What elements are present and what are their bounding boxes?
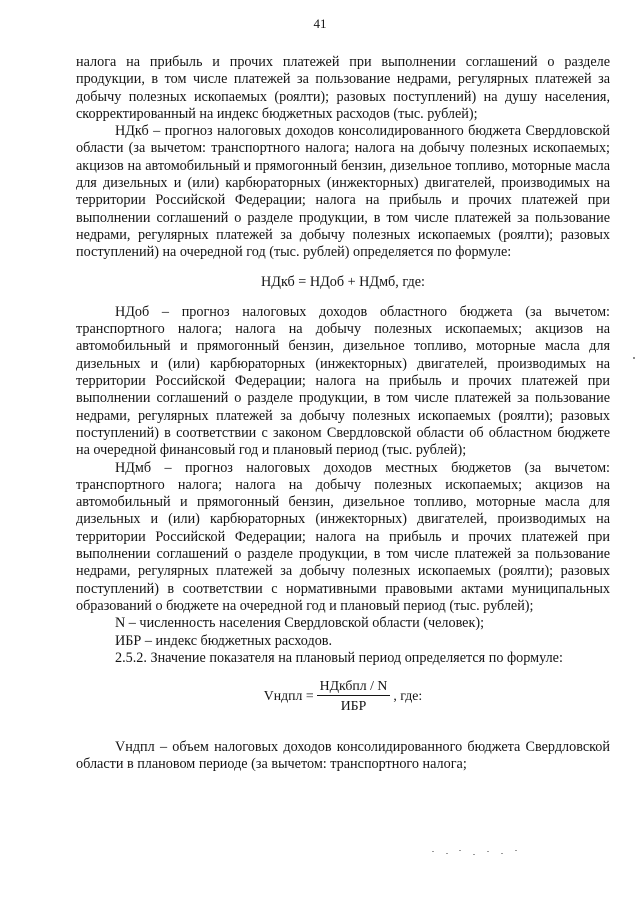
- paragraph-ibr-definition: ИБР – индекс бюджетных расходов.: [115, 632, 333, 649]
- page-number: 41: [313, 16, 327, 31]
- formula-ndkb: НДкб = НДоб + НДмб, где:: [261, 273, 425, 290]
- formula-vndpl: [76, 677, 610, 715]
- paragraph-n-definition: N – численность населения Свердловской области (человек);: [115, 615, 485, 632]
- paragraph-ndmb-definition: НДмб – прогноз налоговых доходов местных бюджетов (за вычетом: транспортного налога; налога на добычу полезных ископаемых; акцизов на автомобильный и прямогонный бензин, дизельное топливо, моторные масла для дизельных и (или) карбюраторных (инжекторных) двигателей, производимых на территории Российской Федерации; налога на прибыль и прочих платежей при выполнении соглашений о разделе продукции, в том числе платежей за пользование недрами, регулярных платежей за добычу полезных ископаемых (роялти); разовых поступлений) в соответствии с нормативными правовыми актами муниципальных образований о бюджете на очередной год и плановый период (тыс. рублей);: [76, 459, 610, 614]
- paragraph-ndkb-definition: НДкб – прогноз налоговых доходов консолидированного бюджета Свердловской области (за вычетом: транспортного налога; налога на добычу полезных ископаемых; акцизов на автомобильный и прямогонный бензин, дизельное топливо, моторные масла для дизельных и (или) карбюраторных (инжекторных) двигателей, производимых на территории Российской Федерации; налога на прибыль и прочих платежей при выполнении соглашений о разделе продукции, в том числе платежей за пользование недрами, регулярных платежей за добычу полезных ископаемых (роялти); разовых поступлений) на очередной год (тыс. рублей) определяется по формуле:: [76, 123, 610, 261]
- scan-noise: [432, 848, 532, 858]
- paragraph-section-2-5-2: 2.5.2. Значение показателя на плановый период определяется по формуле:: [115, 649, 563, 666]
- document-body: [76, 54, 610, 773]
- scan-speck: [633, 357, 635, 359]
- paragraph-ndob-definition: НДоб – прогноз налоговых доходов областного бюджета (за вычетом: транспортного налога; налога на добычу полезных ископаемых; акцизов на автомобильный и прямогонный бензин, дизельное топливо, моторные масла для дизельных и (или) карбюраторных (инжекторных) двигателей, производимых на территории Российской Федерации; налога на прибыль и прочих платежей при выполнении соглашений о разделе продукции, в том числе платежей за пользование недрами, регулярных платежей за добычу полезных ископаемых (роялти); разовых поступлений) в соответствии с законом Свердловской области об областном бюджете на очередной финансовый год и плановый период (тыс. рублей);: [76, 303, 610, 459]
- formula-denominator: ИБР: [340, 698, 367, 714]
- formula-numerator: НДкбпл / N: [317, 677, 391, 696]
- paragraph-continuation: налога на прибыль и прочих платежей при выполнении соглашений о разделе продукции, в том числе платежей за пользование недрами, регулярных платежей за добычу полезных ископаемых (роялти); разовых поступлений) на душу населения, скорректированный на индекс бюджетных расходов (тыс. рублей);: [76, 54, 610, 122]
- formula-suffix: , где:: [393, 688, 423, 704]
- formula-fraction: [317, 677, 391, 715]
- formula-lhs: Vндпл =: [263, 688, 314, 704]
- paragraph-vndpl-definition: Vндпл – объем налоговых доходов консолидированного бюджета Свердловской области в плановом периоде (за вычетом: транспортного налога;: [76, 738, 610, 772]
